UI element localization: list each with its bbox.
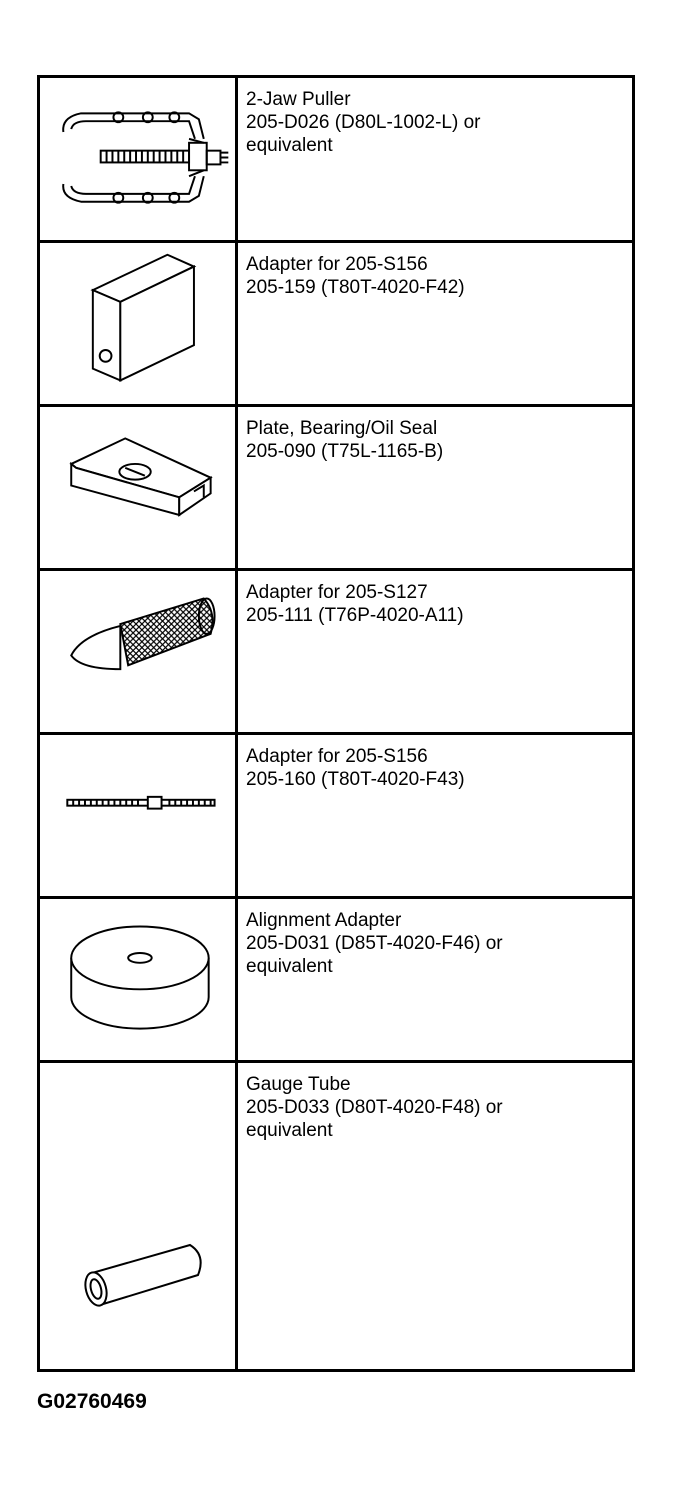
tool-name: Alignment Adapter [246, 910, 402, 931]
table-row [40, 1063, 632, 1369]
image-cell [40, 735, 238, 896]
description-cell [238, 1063, 632, 1369]
description-cell [238, 243, 632, 404]
table-row [40, 407, 632, 571]
description-cell [238, 78, 632, 240]
table-row [40, 571, 632, 735]
tool-name: Adapter for 205-S156 [246, 746, 428, 767]
tool-name: 2-Jaw Puller [246, 89, 351, 110]
tool-name: Adapter for 205-S127 [246, 582, 428, 603]
gauge-tube-icon [40, 1063, 235, 1369]
tool-name: Adapter for 205-S156 [246, 254, 428, 275]
table-row [40, 243, 632, 407]
tool-number: 205-D031 (D85T-4020-F46) or [246, 933, 503, 954]
bearing-plate-icon [40, 407, 235, 568]
table-row [40, 78, 632, 243]
tool-number: 205-D033 (D80T-4020-F48) or [246, 1097, 503, 1118]
description-cell [238, 407, 632, 568]
threaded-rod-icon [40, 735, 235, 896]
description-cell [238, 899, 632, 1060]
tool-number: 205-090 (T75L-1165-B) [246, 441, 444, 462]
image-cell [40, 571, 238, 732]
image-cell [40, 78, 238, 240]
tool-number: 205-111 (T76P-4020-A11) [246, 605, 464, 626]
knurled-adapter-icon [40, 571, 235, 732]
tool-note: equivalent [246, 135, 333, 156]
description-cell [238, 735, 632, 896]
tool-name: Gauge Tube [246, 1074, 351, 1095]
tool-number: 205-160 (T80T-4020-F43) [246, 769, 465, 790]
tool-note: equivalent [246, 1120, 333, 1141]
special-tools-table [37, 75, 635, 1372]
tool-name: Plate, Bearing/Oil Seal [246, 418, 438, 439]
image-cell [40, 407, 238, 568]
table-row [40, 899, 632, 1063]
table-row [40, 735, 632, 899]
image-cell [40, 1063, 238, 1369]
description-cell [238, 571, 632, 732]
figure-id: G02760469 [37, 1390, 147, 1413]
image-cell [40, 899, 238, 1060]
tool-number: 205-D026 (D80L-1002-L) or [246, 112, 481, 133]
two-jaw-puller-icon [40, 78, 235, 240]
image-cell [40, 243, 238, 404]
adapter-block-icon [40, 243, 235, 404]
tool-number: 205-159 (T80T-4020-F42) [246, 277, 465, 298]
alignment-disc-icon [40, 899, 235, 1060]
tool-note: equivalent [246, 956, 333, 977]
